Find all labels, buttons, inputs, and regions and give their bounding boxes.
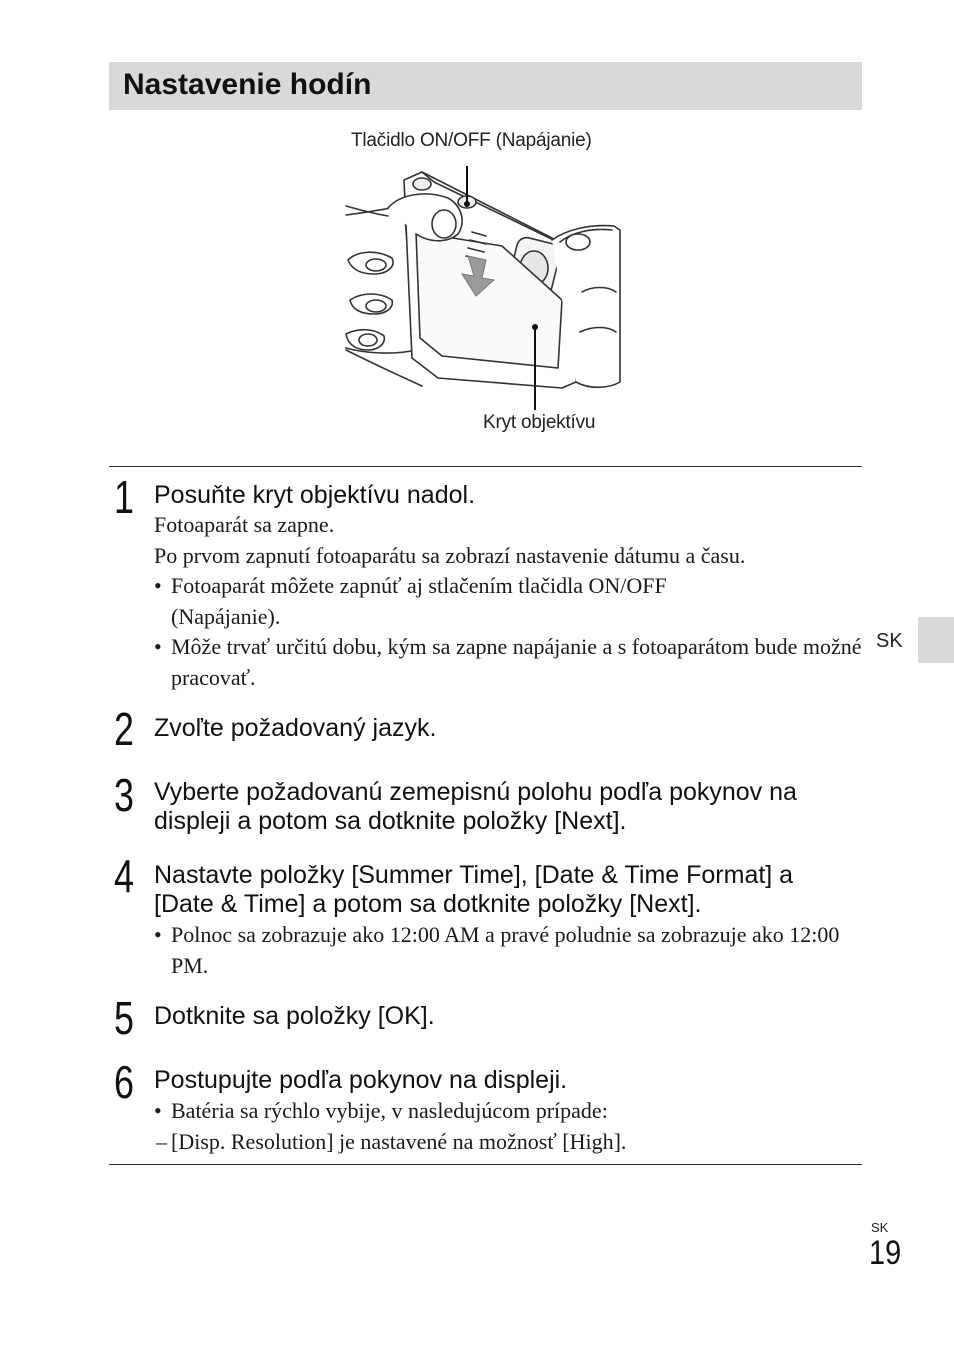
page-number: 19 xyxy=(869,1234,902,1272)
step-6-number: 6 xyxy=(114,1056,134,1108)
side-language-tab xyxy=(918,617,954,663)
lens-cover-label: Kryt objektívu xyxy=(483,412,596,433)
side-language-label: SK xyxy=(876,630,903,652)
step-3-heading: Vyberte požadovanú zemepisnú polohu podľa pokynov na displeji a potom sa dotknite položky [Next]. xyxy=(154,778,797,835)
step-4-body xyxy=(154,920,864,981)
power-button-label: Tlačidlo ON/OFF (Napájanie) xyxy=(351,130,592,151)
step-6-body xyxy=(154,1096,864,1157)
camera-illustration xyxy=(330,120,630,450)
footer-language-label: SK xyxy=(871,1220,889,1235)
section-header xyxy=(109,62,862,110)
step-1-bullet: • Fotoaparát môžete zapnúť aj stlačením tlačidla ON/OFF (Napájanie). xyxy=(154,571,781,632)
step-4-heading: Nastavte položky [Summer Time], [Date & Time Format] a [Date & Time] a potom sa dotknite položky [Next]. xyxy=(154,861,794,918)
step-4-number: 4 xyxy=(114,850,134,902)
step-5-number: 5 xyxy=(114,992,134,1044)
step-6-sub-item: – [Disp. Resolution] je nastavené na možnosť [High]. xyxy=(154,1127,864,1158)
step-4-bullet: • Polnoc sa zobrazuje ako 12:00 AM a pravé poludnie sa zobrazuje ako 12:00 PM. xyxy=(154,920,864,981)
step-2-number: 2 xyxy=(114,703,134,755)
step-6-bullet: • Batéria sa rýchlo vybije, v nasledujúcom prípade: xyxy=(154,1096,864,1127)
step-1-line: Fotoaparát sa zapne. xyxy=(154,512,335,537)
bottom-rule xyxy=(109,1164,862,1165)
step-1-number: 1 xyxy=(114,471,134,523)
step-5-heading: Dotknite sa položky [OK]. xyxy=(154,1002,435,1030)
step-2-heading: Zvoľte požadovaný jazyk. xyxy=(154,714,437,742)
step-3-number: 3 xyxy=(114,769,134,821)
step-1-heading: Posuňte kryt objektívu nadol. xyxy=(154,481,476,509)
section-title: Nastavenie hodín xyxy=(123,68,372,101)
step-1-body xyxy=(154,510,864,693)
step-1-line: Po prvom zapnutí fotoaparátu sa zobrazí nastavenie dátumu a času. xyxy=(154,542,746,568)
step-1-bullet: • Môže trvať určitú dobu, kým sa zapne napájanie a s fotoaparátom bude možné pracovať. xyxy=(154,632,864,693)
step-6-heading: Postupujte podľa pokynov na displeji. xyxy=(154,1066,568,1094)
top-rule xyxy=(109,466,862,467)
